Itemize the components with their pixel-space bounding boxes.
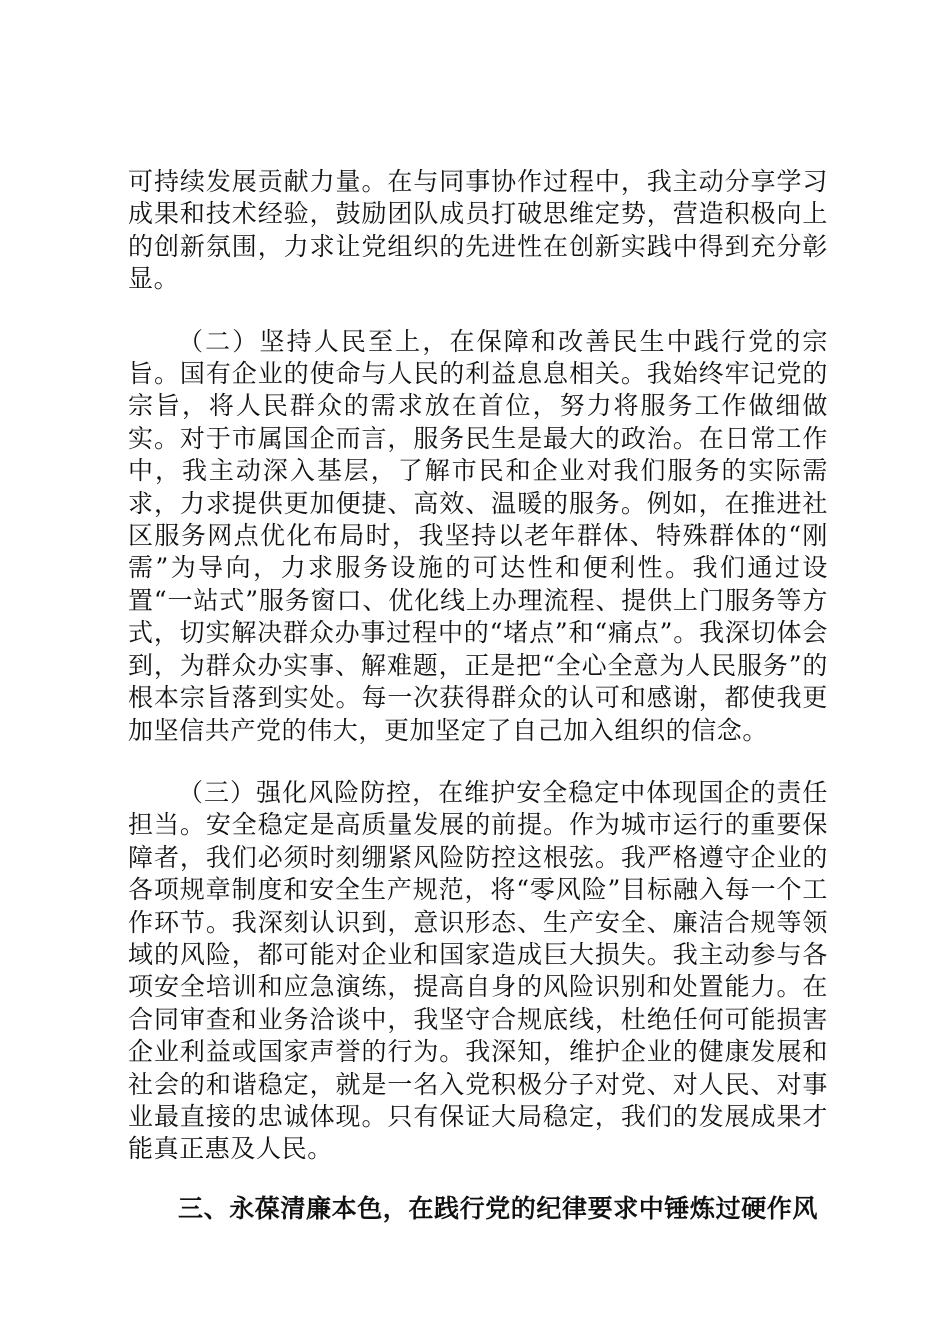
document-body [128, 166, 828, 1225]
paragraph-continuation: 可持续发展贡献力量。在与同事协作过程中，我主动分享学习成果和技术经验，鼓励团队成员打破思维定势，营造积极向上的创新氛围，力求让党组织的先进性在创新实践中得到充分彰显。 [128, 167, 828, 294]
paragraph-people-first: （二）坚持人民至上，在保障和改善民生中践行党的宗旨。国有企业的使命与人民的利益息息相关。我始终牢记党的宗旨，将人民群众的需求放在首位，努力将服务工作做细做实。对于市属国企而言，服务民生是最大的政治。在日常工作中，我主动深入基层，了解市民和企业对我们服务的实际需求，力求提供更加便捷、高效、温暖的服务。例如，在推进社区服务网点优化布局时，我坚持以老年群体、特殊群体的“刚需”为导向，力求服务设施的可达性和便利性。我们通过设置“一站式”服务窗口、优化线上办理流程、提供上门服务等方式，切实解决群众办事过程中的“堵点”和“痛点”。我深切体会到，为群众办实事、解难题，正是把“全心全意为人民服务”的根本宗旨落到实处。每一次获得群众的认可和感谢，都使我更加坚信共产党的伟大，更加坚定了自己加入组织的信念。 [128, 326, 828, 745]
section-heading: 三、永葆清廉本色，在践行党的纪律要求中锤炼过硬作风 [178, 1193, 819, 1223]
paragraph-risk-control: （三）强化风险防控，在维护安全稳定中体现国企的责任担当。安全稳定是高质量发展的前提。作为城市运行的重要保障者，我们必须时刻绷紧风险防控这根弦。我严格遵守企业的各项规章制度和安全生产规范，将“零风险”目标融入每一个工作环节。我深刻认识到，意识形态、生产安全、廉洁合规等领域的风险，都可能对企业和国家造成巨大损失。我主动参与各项安全培训和应急演练，提高自身的风险识别和处置能力。在合同审查和业务洽谈中，我坚守合规底线，杜绝任何可能损害企业利益或国家声誉的行为。我深知，维护企业的健康发展和社会的和谐稳定，就是一名入党积极分子对党、对人民、对事业最直接的忠诚体现。只有保证大局稳定，我们的发展成果才能真正惠及人民。 [128, 777, 828, 1164]
